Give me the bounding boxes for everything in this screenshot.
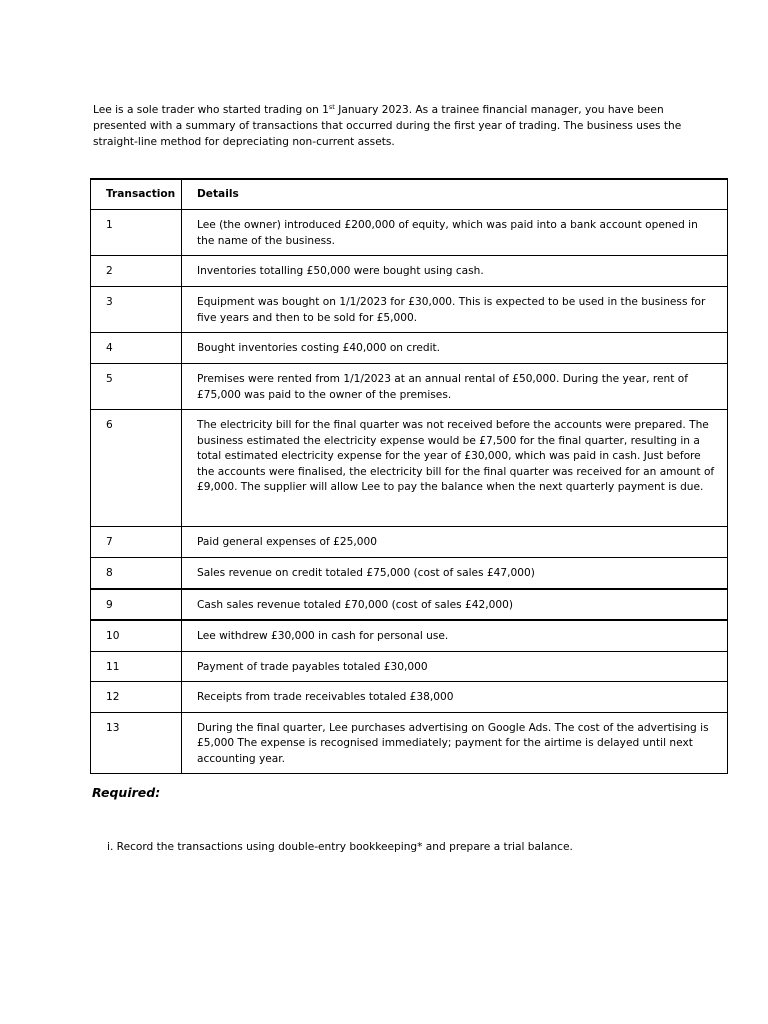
intro-ordinal-suffix: st (328, 103, 335, 111)
table-row (91, 712, 728, 774)
transaction-number: 2 (91, 256, 182, 287)
intro-text-part2: January 2023. As a trainee financial manager, you have been presented with a summary of transactions that occurred during the first year of trading. The business uses the straight-line method for depreciating non-current assets. (93, 104, 682, 148)
intro-paragraph (93, 102, 693, 150)
table-row (91, 287, 728, 333)
table-row (91, 364, 728, 410)
transaction-number: 12 (91, 682, 182, 713)
intro-text-part1: Lee is a sole trader who started trading on 1 (93, 104, 329, 116)
table-row (91, 527, 728, 558)
transaction-number: 7 (91, 527, 182, 558)
header-transaction: Transaction (91, 179, 182, 210)
table-row (91, 651, 728, 682)
transaction-details: Sales revenue on credit totaled £75,000 (cost of sales £47,000) (182, 558, 728, 589)
transaction-number: 9 (91, 589, 182, 621)
transaction-details: Paid general expenses of £25,000 (182, 527, 728, 558)
transaction-details: Premises were rented from 1/1/2023 at an annual rental of £50,000. During the year, rent of £75,000 was paid to the owner of the premises. (182, 364, 728, 410)
transaction-number: 8 (91, 558, 182, 589)
transaction-details: During the final quarter, Lee purchases advertising on Google Ads. The cost of the advertising is £5,000 The expense is recognised immediately; payment for the airtime is delayed until next accounting year. (182, 712, 728, 774)
table-row (91, 558, 728, 589)
transaction-details: The electricity bill for the final quarter was not received before the accounts were prepared. The business estimated the electricity expense would be £7,500 for the final quarter, resulting in a total estimated electricity expense for the year of £30,000, which was paid in cash. Just before the accounts were finalised, the electricity bill for the final quarter was received for an amount of £9,000. The supplier will allow Lee to pay the balance when the next quarterly payment is due. (182, 410, 728, 527)
transaction-number: 1 (91, 210, 182, 256)
table-row (91, 589, 728, 621)
table-row (91, 333, 728, 364)
transaction-details: Receipts from trade receivables totaled £38,000 (182, 682, 728, 713)
transaction-details: Lee (the owner) introduced £200,000 of equity, which was paid into a bank account opened in the name of the business. (182, 210, 728, 256)
transaction-details: Cash sales revenue totaled £70,000 (cost of sales £42,000) (182, 589, 728, 621)
transaction-details: Lee withdrew £30,000 in cash for personal use. (182, 620, 728, 651)
transactions-table (90, 178, 728, 774)
transaction-details: Equipment was bought on 1/1/2023 for £30,000. This is expected to be used in the business for five years and then to be sold for £5,000. (182, 287, 728, 333)
transaction-number: 5 (91, 364, 182, 410)
table-row (91, 410, 728, 527)
transaction-number: 4 (91, 333, 182, 364)
table-header-row (91, 179, 728, 210)
transaction-number: 13 (91, 712, 182, 774)
transaction-number: 11 (91, 651, 182, 682)
header-details: Details (182, 179, 728, 210)
transaction-number: 3 (91, 287, 182, 333)
transaction-number: 10 (91, 620, 182, 651)
required-task: i. Record the transactions using double-entry bookkeeping* and prepare a trial balance. (107, 841, 573, 853)
table-row (91, 256, 728, 287)
table-row (91, 620, 728, 651)
required-heading: Required: (92, 785, 161, 800)
transaction-number: 6 (91, 410, 182, 527)
table-row (91, 682, 728, 713)
transaction-details: Bought inventories costing £40,000 on credit. (182, 333, 728, 364)
transaction-details: Inventories totalling £50,000 were bought using cash. (182, 256, 728, 287)
transaction-details: Payment of trade payables totaled £30,000 (182, 651, 728, 682)
table-row (91, 210, 728, 256)
